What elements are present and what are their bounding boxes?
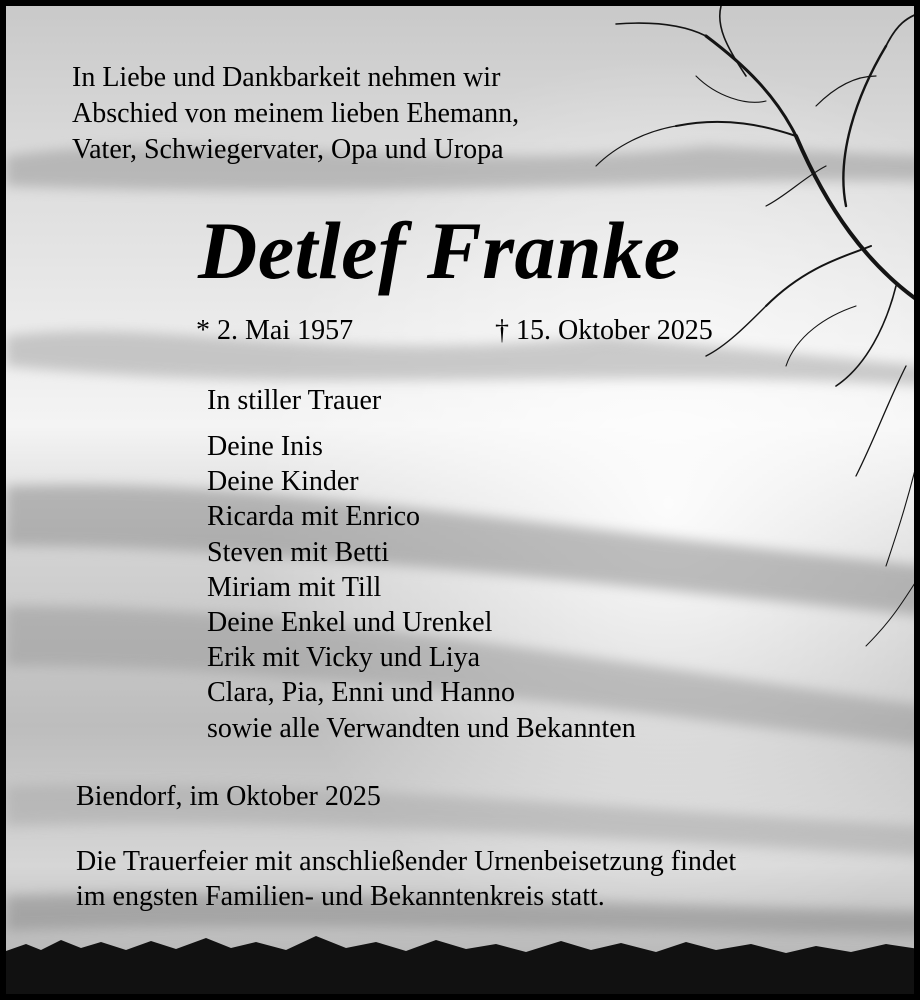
intro-line: In Liebe und Dankbarkeit nehmen wir	[72, 62, 501, 93]
closing-text	[76, 844, 736, 914]
closing-line: im engsten Familien- und Bekanntenkreis statt.	[76, 881, 605, 912]
mourner-line: Miriam mit Till	[207, 571, 382, 603]
mourner-line: Ricarda mit Enrico	[207, 501, 421, 533]
mourner-line: Deine Enkel und Urenkel	[207, 607, 493, 639]
birth-date: * 2. Mai 1957	[196, 315, 354, 346]
intro-line: Abschied von meinem lieben Ehemann,	[72, 98, 520, 129]
mourning-heading: In stiller Trauer	[207, 385, 382, 416]
deceased-name: Detlef Franke	[198, 205, 681, 296]
mourner-line: Deine Inis	[207, 431, 323, 462]
mourner-line: Erik mit Vicky und Liya	[207, 642, 481, 674]
mourner-line: Clara, Pia, Enni und Hanno	[207, 677, 515, 709]
mourners-list	[207, 429, 636, 746]
death-date: † 15. Oktober 2025	[495, 315, 713, 346]
mourner-line: sowie alle Verwandten und Bekannten	[207, 712, 636, 744]
mourner-line: Steven mit Betti	[207, 536, 389, 568]
place-date: Biendorf, im Oktober 2025	[76, 781, 381, 812]
intro-text	[72, 60, 519, 168]
closing-line: Die Trauerfeier mit anschließender Urnenbeisetzung findet	[76, 846, 737, 877]
mourner-line: Deine Kinder	[207, 466, 359, 498]
intro-line: Vater, Schwiegervater, Opa und Uropa	[72, 134, 504, 165]
